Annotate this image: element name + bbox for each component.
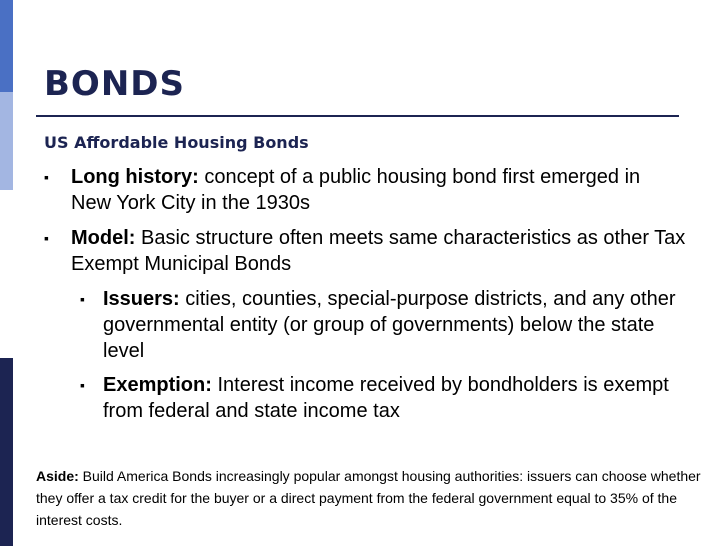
decorative-stripe-white	[0, 190, 13, 358]
slide-subtitle: US Affordable Housing Bonds	[44, 133, 309, 152]
title-divider	[36, 115, 679, 117]
bullet-text: Basic structure often meets same characteristics as other Tax Exempt Municipal Bonds	[71, 227, 686, 275]
bullet-text: concept of a public housing bond first emerged in New York City in the 1930s	[71, 166, 641, 214]
sub-bullet-item	[103, 286, 693, 364]
aside-text: Build America Bonds increasingly popular amongst housing authorities: issuers can choose whether they offer a tax credit for the buyer or a direct payment from the federal government equal to 35% of the interest costs.	[36, 468, 701, 528]
bullet-label: Long history:	[71, 166, 199, 188]
aside-label: Aside:	[36, 468, 79, 484]
bullet-marker-icon: ▪	[44, 169, 49, 185]
decorative-stripe-light-blue	[0, 92, 13, 190]
decorative-stripe-blue	[0, 0, 13, 92]
sub-bullet-label: Issuers:	[103, 288, 180, 310]
sub-bullet-text: Interest income received by bondholders is exempt from federal and state income tax	[103, 374, 669, 422]
sub-bullet-marker-icon: ▪	[80, 291, 85, 307]
aside-note	[36, 465, 721, 531]
slide-title: BONDS	[44, 64, 185, 104]
sub-bullet-text: cities, counties, special-purpose districts, and any other governmental entity (or group of governments) below the state level	[103, 288, 676, 362]
sub-bullet-label: Exemption:	[103, 374, 212, 396]
bullet-label: Model:	[71, 227, 136, 249]
sub-bullet-marker-icon: ▪	[80, 377, 85, 393]
bullet-item	[71, 164, 681, 216]
decorative-stripe-navy	[0, 358, 13, 546]
bullet-marker-icon: ▪	[44, 230, 49, 246]
sub-bullet-item	[103, 372, 693, 424]
bullet-item	[71, 225, 696, 277]
